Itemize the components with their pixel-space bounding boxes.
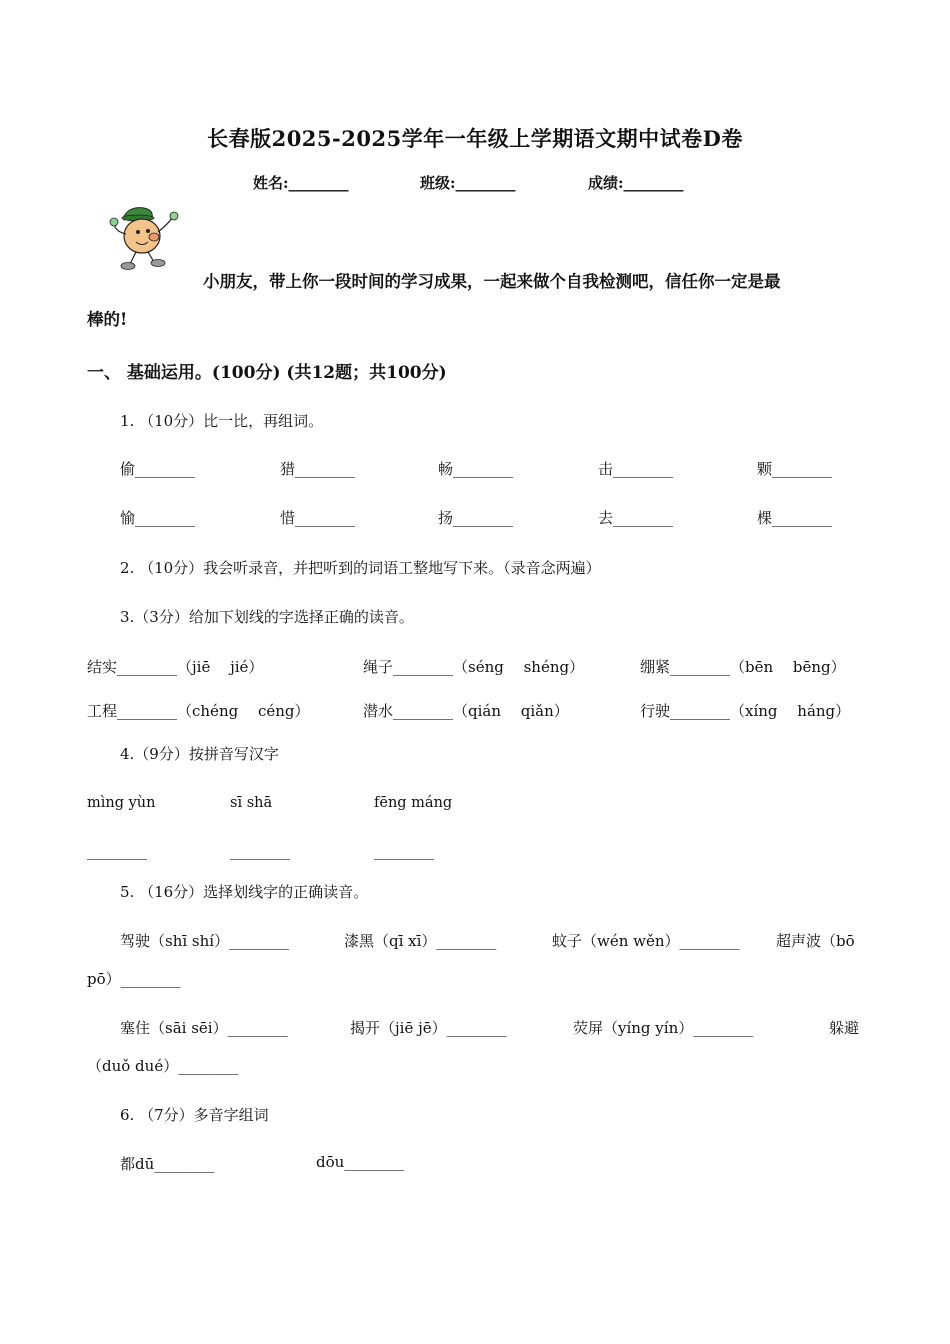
- reading-choice: 驾驶（shī shí）________: [120, 932, 290, 950]
- word-item: 猎________: [280, 460, 356, 478]
- reading-choice: 超声波（bō: [776, 932, 855, 950]
- reading-choice: 揭开（jiē jē）________: [350, 1019, 507, 1037]
- intro-line-2: 棒的!: [87, 310, 128, 329]
- word-item: 愉________: [120, 509, 196, 527]
- mascot-illustration: [108, 204, 188, 272]
- word-item: 畅________: [438, 460, 514, 478]
- word-item: 棵________: [757, 509, 833, 527]
- page-title: 长春版2025-2025学年一年级上学期语文期中试卷D卷: [207, 126, 743, 151]
- class-field-label: 班级:________: [420, 174, 516, 192]
- reading-choice: 荧屏（yíng yín）________: [573, 1019, 754, 1037]
- question-4-stem: 4.（9分）按拼音写汉字: [120, 745, 279, 763]
- reading-choice: 躲避: [829, 1019, 860, 1037]
- answer-blank: ________: [230, 842, 290, 860]
- score-field-label: 成绩:________: [588, 174, 684, 192]
- answer-blank: ________: [87, 842, 147, 860]
- section-heading: 一、 基础运用。(100分) (共12题；共100分): [87, 363, 447, 383]
- reading-choice: 结实________（jiē jié）: [87, 658, 264, 676]
- word-item: 偷________: [120, 460, 196, 478]
- reading-choice: 行驶________（xíng háng）: [640, 702, 851, 720]
- reading-choice: 绳子________（séng shéng）: [363, 658, 585, 676]
- question-1-stem: 1. （10分）比一比，再组词。: [120, 412, 324, 430]
- reading-choice: 蚊子（wén wěn）________: [552, 932, 740, 950]
- question-3-stem: 3.（3分）给加下划线的字选择正确的读音。: [120, 608, 414, 626]
- name-field-label: 姓名:________: [253, 174, 349, 192]
- answer-blank: ________: [374, 842, 434, 860]
- word-item: 颗________: [757, 460, 833, 478]
- question-6-stem: 6. （7分）多音字组词: [120, 1106, 269, 1124]
- word-item: 击________: [598, 460, 674, 478]
- pinyin-item: sī shā: [230, 795, 273, 811]
- pinyin-item: fēng máng: [374, 795, 453, 811]
- question-5-row-2-continued: （duǒ dué）________: [87, 1057, 239, 1075]
- intro-line-1: 小朋友，带上你一段时间的学习成果，一起来做个自我检测吧，信任你一定是最: [203, 272, 781, 291]
- word-item: 扬________: [438, 509, 514, 527]
- reading-choice: 漆黑（qī xī）________: [344, 932, 497, 950]
- polyphone-item: 都dū________: [120, 1155, 215, 1173]
- pinyin-item: mìng yùn: [87, 795, 156, 811]
- question-5-stem: 5. （16分）选择划线字的正确读音。: [120, 883, 369, 901]
- word-item: 惜________: [280, 509, 356, 527]
- reading-choice: 绷紧________（bēn bēng）: [640, 658, 846, 676]
- word-item: 去________: [598, 509, 674, 527]
- question-5-row-1-continued: pō）________: [87, 970, 181, 988]
- reading-choice: 潜水________（qián qiǎn）: [363, 702, 569, 720]
- reading-choice: 工程________（chéng céng）: [87, 702, 310, 720]
- question-2-stem: 2. （10分）我会听录音，并把听到的词语工整地写下来。（录音念两遍）: [120, 559, 601, 577]
- reading-choice: 塞住（sāi sēi）________: [120, 1019, 288, 1037]
- polyphone-item: dōu________: [316, 1153, 405, 1171]
